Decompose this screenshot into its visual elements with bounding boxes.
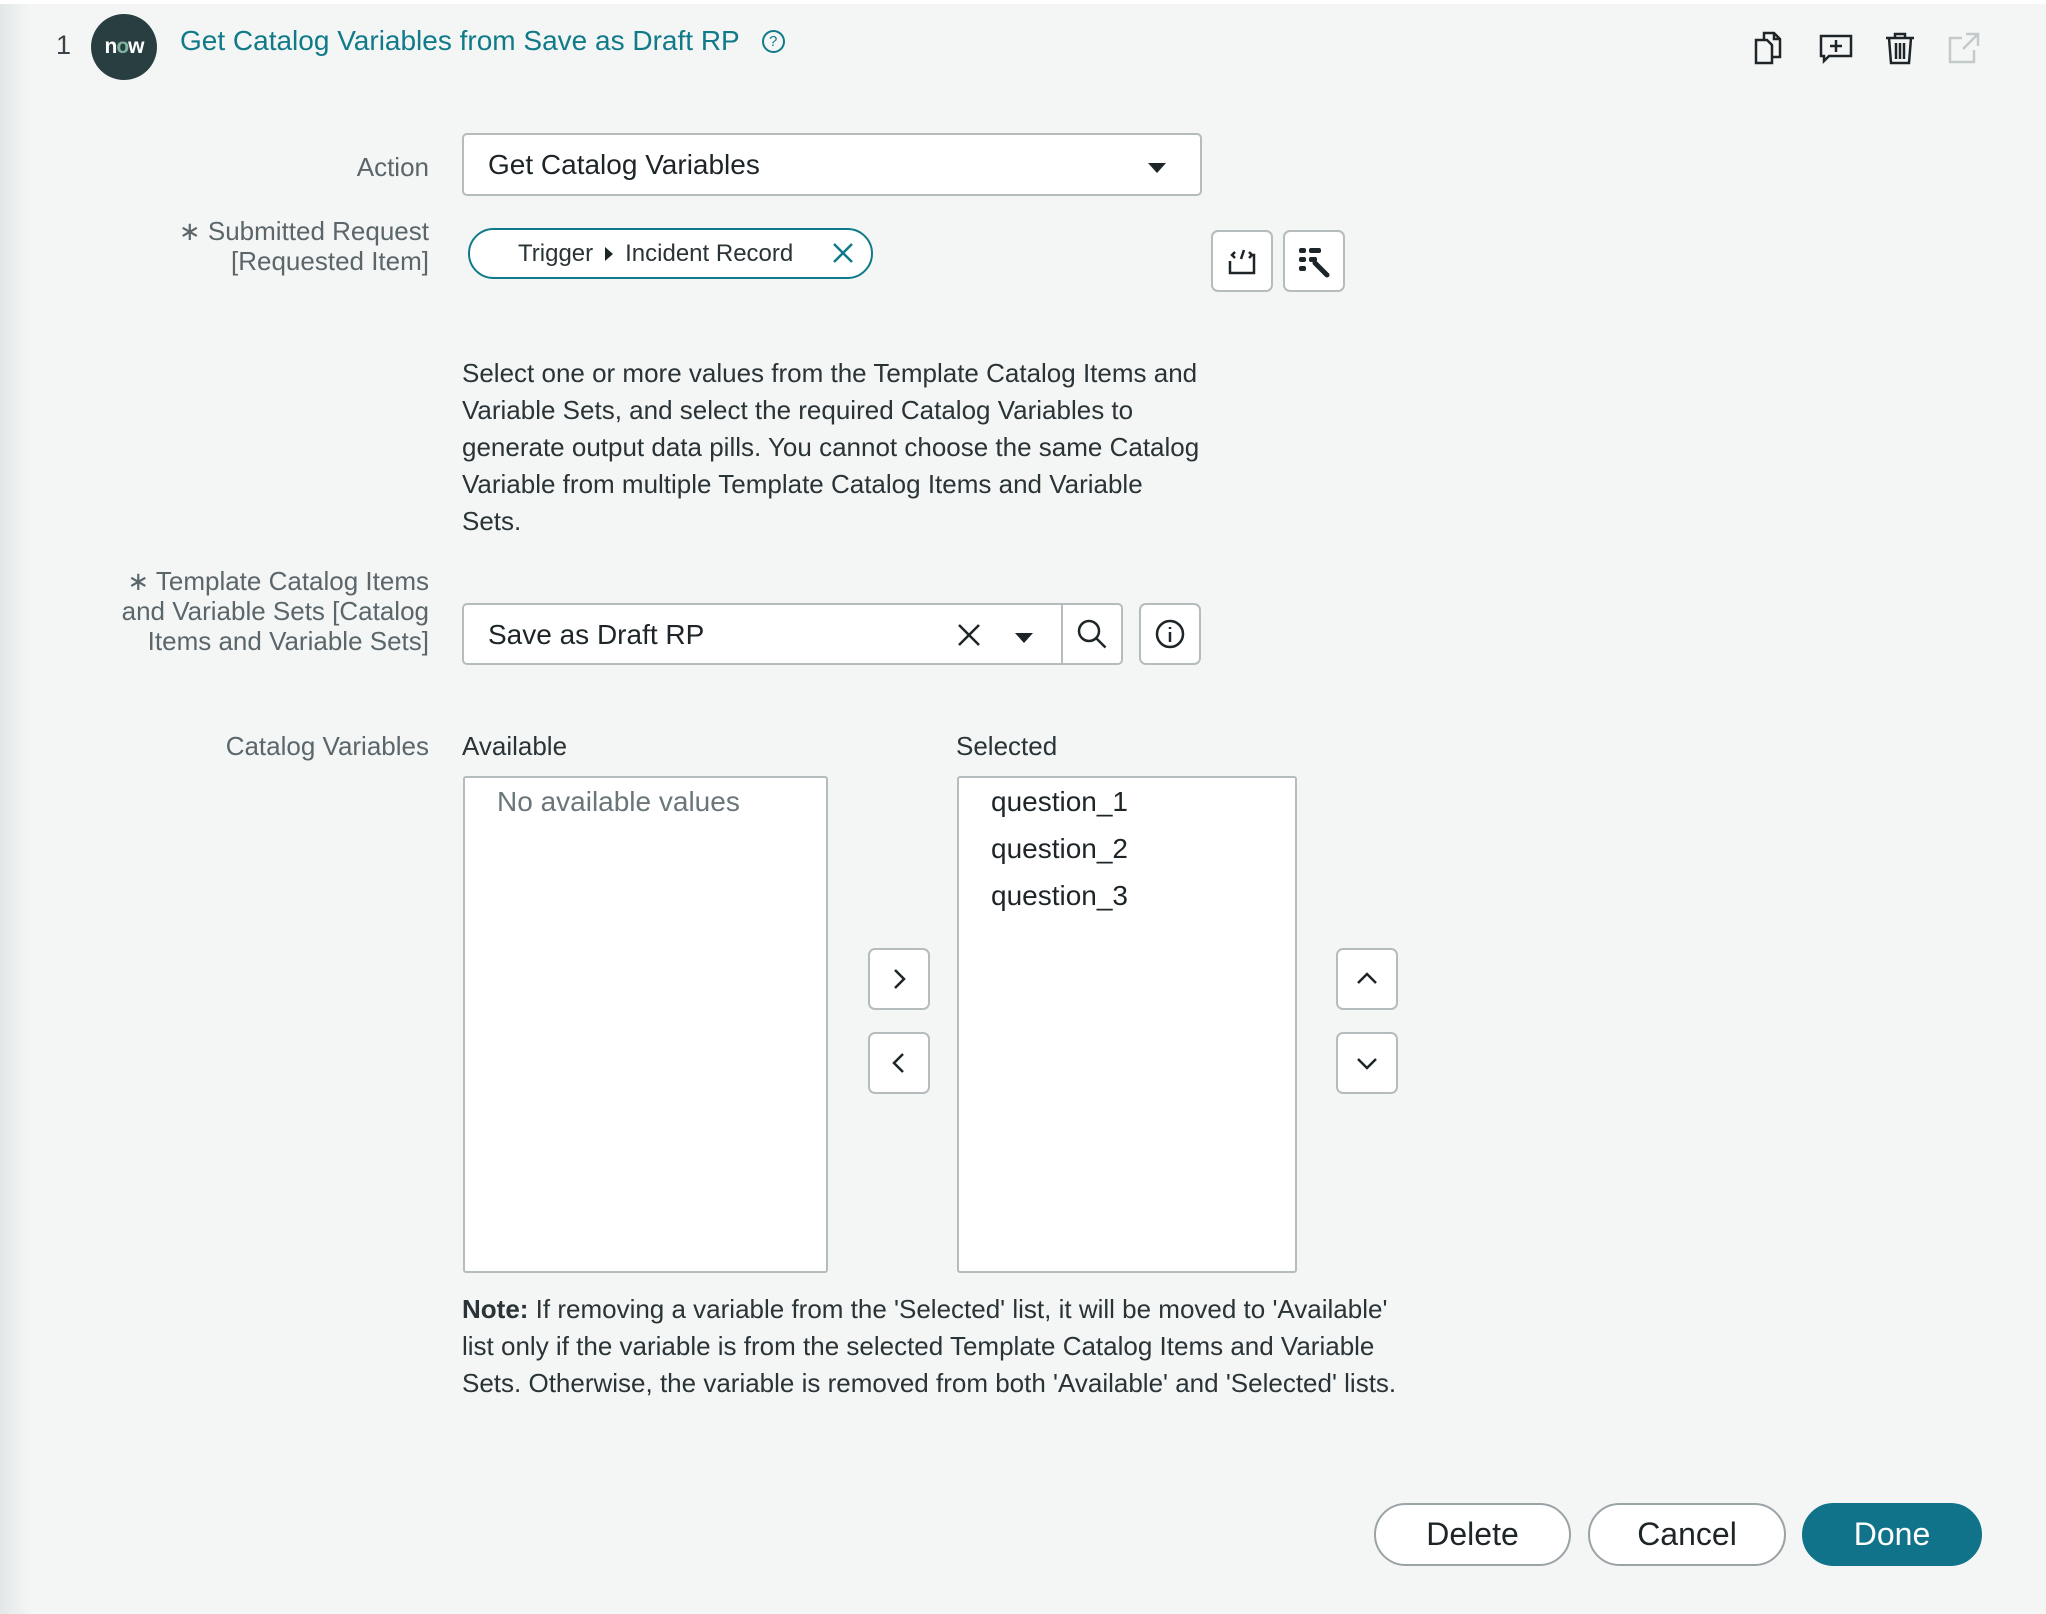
title-row [180, 25, 785, 57]
selected-header: Selected [956, 731, 1058, 761]
help-icon[interactable]: ? [762, 30, 785, 53]
data-pill[interactable] [468, 228, 873, 279]
remove-pill-icon[interactable] [831, 241, 855, 265]
add-comment-icon[interactable] [1818, 30, 1854, 66]
script-toggle-button[interactable] [1211, 230, 1273, 292]
step-title[interactable]: Get Catalog Variables from Save as Draft RP [180, 25, 740, 56]
trash-icon[interactable] [1882, 30, 1918, 66]
note-text [462, 1291, 1402, 1402]
logo-text: n [104, 35, 117, 58]
action-select[interactable] [462, 133, 1202, 196]
selected-list[interactable] [957, 776, 1297, 1273]
move-down-button[interactable] [1336, 1032, 1398, 1094]
available-list[interactable] [463, 776, 828, 1273]
list-item[interactable]: question_1 [991, 786, 1129, 817]
description-text: Select one or more values from the Template Catalog Items and Variable Sets, and select the required Catalog Variables to generate output data pills. You cannot choose the same Catalog Variable from multiple Template Catalog Items and Variable Sets. [462, 358, 1200, 536]
available-header: Available [462, 731, 568, 761]
catalog-variables-label: Catalog Variables [225, 731, 429, 761]
pill-part: Trigger [518, 239, 594, 267]
empty-message: No available values [497, 786, 740, 817]
chevron-down-icon [1148, 163, 1166, 173]
search-button[interactable] [1061, 603, 1123, 665]
copy-icon[interactable] [1752, 30, 1788, 66]
template-label: ∗ Template Catalog Items and Variable Sets [Catalog Items and Variable Sets] [121, 566, 429, 656]
caret-right-icon [605, 247, 613, 261]
submitted-request-label: ∗ Submitted Request [Requested Item] [178, 216, 429, 276]
cancel-button[interactable]: Cancel [1588, 1503, 1786, 1566]
info-button[interactable] [1139, 603, 1201, 665]
open-external-icon [1946, 30, 1982, 66]
chevron-down-icon[interactable] [1015, 633, 1033, 643]
left-shadow [0, 0, 30, 1614]
now-logo [91, 14, 157, 80]
top-border [0, 0, 2046, 4]
logo-text: w [128, 35, 144, 58]
move-right-button[interactable] [868, 948, 930, 1010]
action-value: Get Catalog Variables [488, 149, 760, 180]
pill-part: Incident Record [625, 239, 794, 267]
logo-text: o [116, 35, 129, 58]
note-body: If removing a variable from the 'Selected' list, it will be moved to 'Available' list only if the variable is from the selected Template Catalog Items and Variable Sets. Otherwise, the variable is removed from both 'Available' and 'Selected' lists. [462, 1294, 1397, 1398]
move-left-button[interactable] [868, 1032, 930, 1094]
data-picker-button[interactable] [1283, 230, 1345, 292]
done-button[interactable]: Done [1802, 1503, 1982, 1566]
move-up-button[interactable] [1336, 948, 1398, 1010]
list-item[interactable]: question_2 [991, 833, 1129, 864]
delete-button[interactable]: Delete [1374, 1503, 1571, 1566]
template-field[interactable] [462, 603, 1063, 665]
list-item[interactable]: question_3 [991, 880, 1129, 911]
note-bold: Note: [462, 1294, 529, 1324]
clear-icon[interactable] [957, 623, 981, 647]
template-value: Save as Draft RP [488, 619, 705, 650]
step-number: 1 [56, 30, 72, 60]
action-label: Action [356, 152, 429, 182]
